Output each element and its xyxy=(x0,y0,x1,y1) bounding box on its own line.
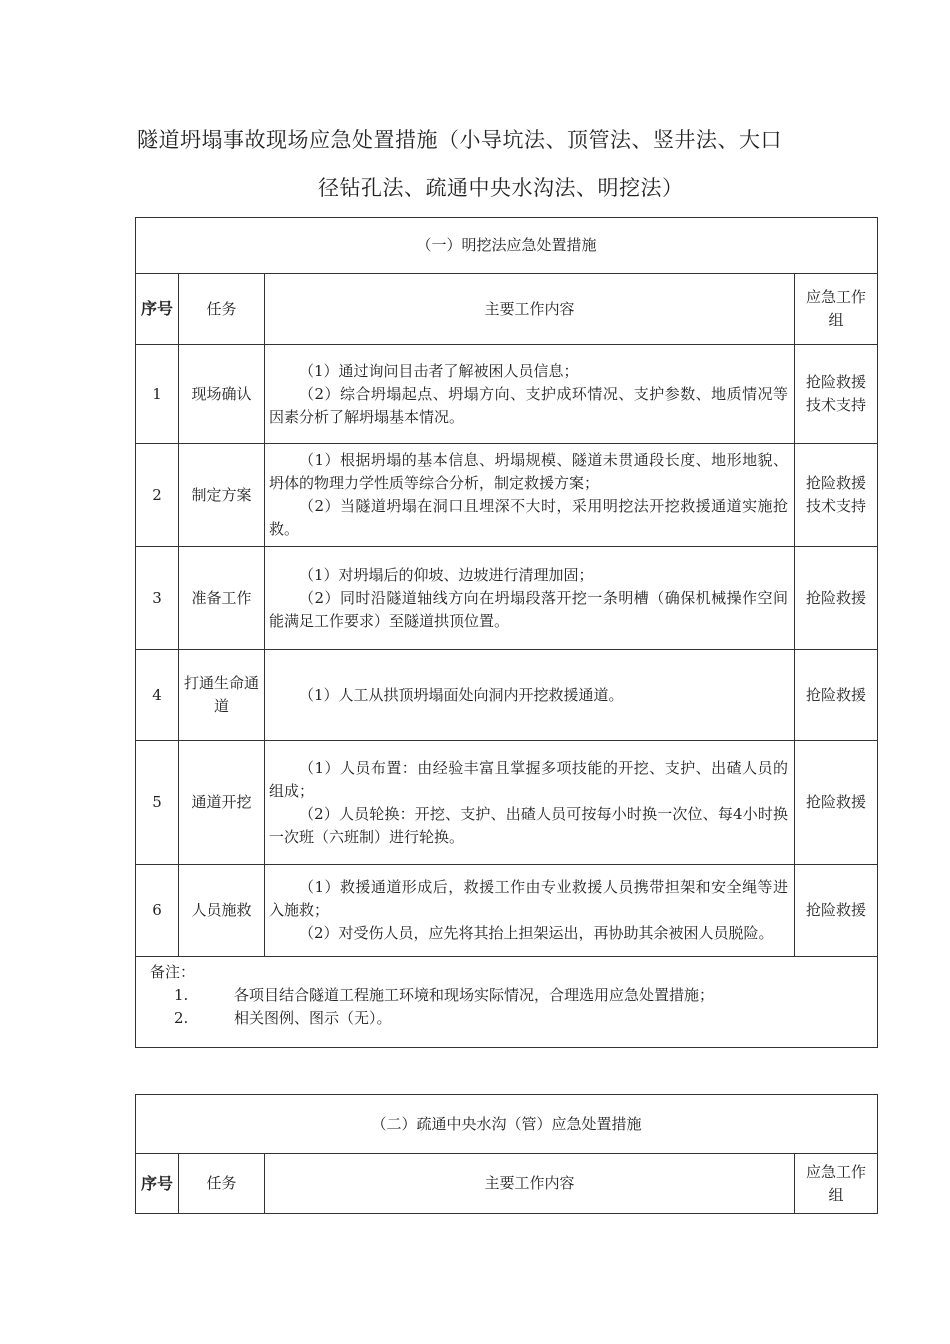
header-seq: 序号 xyxy=(136,274,179,345)
row-seq: 6 xyxy=(136,865,179,957)
content-line: （1）对坍塌后的仰坡、边坡进行清理加固； xyxy=(299,565,594,584)
content-line: （1）救援通道形成后，救援工作由专业救援人员携带担架和安全绳等进入施救； xyxy=(269,878,788,919)
section-title: （二）疏通中央水沟（管）应急处置措施 xyxy=(136,1095,878,1154)
row-content xyxy=(265,547,795,650)
notes-label: 备注： xyxy=(150,963,196,981)
document-title-line-2: 径钻孔法、疏通中央水沟法、明挖法） xyxy=(318,176,684,200)
row-task: 准备工作 xyxy=(179,547,265,650)
table-row xyxy=(136,444,878,547)
note-text: 各项目结合隧道工程施工环境和现场实际情况，合理选用应急处置措施； xyxy=(234,986,715,1004)
header-content: 主要工作内容 xyxy=(265,1154,795,1214)
row-team: 抢险救援技术支持 xyxy=(795,345,878,444)
table-row xyxy=(136,345,878,444)
notes-row xyxy=(136,957,878,1048)
row-content xyxy=(265,865,795,957)
notes-cell xyxy=(136,957,878,1048)
row-task: 人员施救 xyxy=(179,865,265,957)
content-line: （2）人员轮换：开挖、支护、出碴人员可按每小时换一次位、每4小时换一次班（六班制）进行轮换。 xyxy=(269,804,788,846)
row-seq: 3 xyxy=(136,547,179,650)
row-seq: 5 xyxy=(136,741,179,865)
note-number: 2. xyxy=(174,1009,189,1027)
content-line: （1）人工从拱顶坍塌面处向洞内开挖救援通道。 xyxy=(299,685,624,704)
note-item xyxy=(150,984,867,1007)
table-header-row xyxy=(136,274,878,345)
table-row xyxy=(136,865,878,957)
row-content xyxy=(265,444,795,547)
note-text: 相关图例、图示（无）。 xyxy=(234,1009,392,1027)
row-task: 现场确认 xyxy=(179,345,265,444)
row-seq: 2 xyxy=(136,444,179,547)
row-task: 制定方案 xyxy=(179,444,265,547)
table-row xyxy=(136,547,878,650)
content-line: （2）对受伤人员，应先将其抬上担架运出，再协助其余被困人员脱险。 xyxy=(299,924,774,942)
row-team: 抢险救援 xyxy=(795,865,878,957)
document-title-line-1: 隧道坍塌事故现场应急处置措施（小导坑法、顶管法、竖井法、大口 xyxy=(137,128,782,152)
header-team: 应急工作组 xyxy=(795,274,878,345)
row-content xyxy=(265,650,795,741)
content-line: （1）通过询问目击者了解被困人员信息； xyxy=(299,361,579,380)
row-seq: 1 xyxy=(136,345,179,444)
row-content xyxy=(265,345,795,444)
content-line: （2）综合坍塌起点、坍塌方向、支护成环情况、支护参数、地质情况等因素分析了解坍塌基本情况。 xyxy=(269,384,788,426)
content-line: （1）人员布置：由经验丰富且掌握多项技能的开挖、支护、出碴人员的组成； xyxy=(269,758,788,800)
note-number: 1. xyxy=(174,986,189,1004)
content-line: （1）根据坍塌的基本信息、坍塌规模、隧道未贯通段长度、地形地貌、坍体的物理力学性质等综合分析，制定救援方案； xyxy=(269,451,788,492)
central-drain-table xyxy=(135,1094,878,1214)
note-item xyxy=(150,1007,867,1030)
row-content xyxy=(265,741,795,865)
table-row xyxy=(136,741,878,865)
row-team: 抢险救援技术支持 xyxy=(795,444,878,547)
header-content: 主要工作内容 xyxy=(265,274,795,345)
row-team: 抢险救援 xyxy=(795,650,878,741)
header-task: 任务 xyxy=(179,274,265,345)
header-seq: 序号 xyxy=(136,1154,179,1214)
row-task: 通道开挖 xyxy=(179,741,265,865)
table-row xyxy=(136,650,878,741)
content-line: （2）当隧道坍塌在洞口且埋深不大时，采用明挖法开挖救援通道实施抢救。 xyxy=(269,497,788,538)
table-header-row xyxy=(136,1154,878,1214)
header-team: 应急工作组 xyxy=(795,1154,878,1214)
section-title: （一）明挖法应急处置措施 xyxy=(136,218,878,274)
header-task: 任务 xyxy=(179,1154,265,1214)
content-line: （2）同时沿隧道轴线方向在坍塌段落开挖一条明槽（确保机械操作空间能满足工作要求）至隧道拱顶位置。 xyxy=(269,588,788,630)
open-excavation-table xyxy=(135,217,878,1048)
row-team: 抢险救援 xyxy=(795,547,878,650)
row-team: 抢险救援 xyxy=(795,741,878,865)
row-seq: 4 xyxy=(136,650,179,741)
row-task: 打通生命通道 xyxy=(179,650,265,741)
